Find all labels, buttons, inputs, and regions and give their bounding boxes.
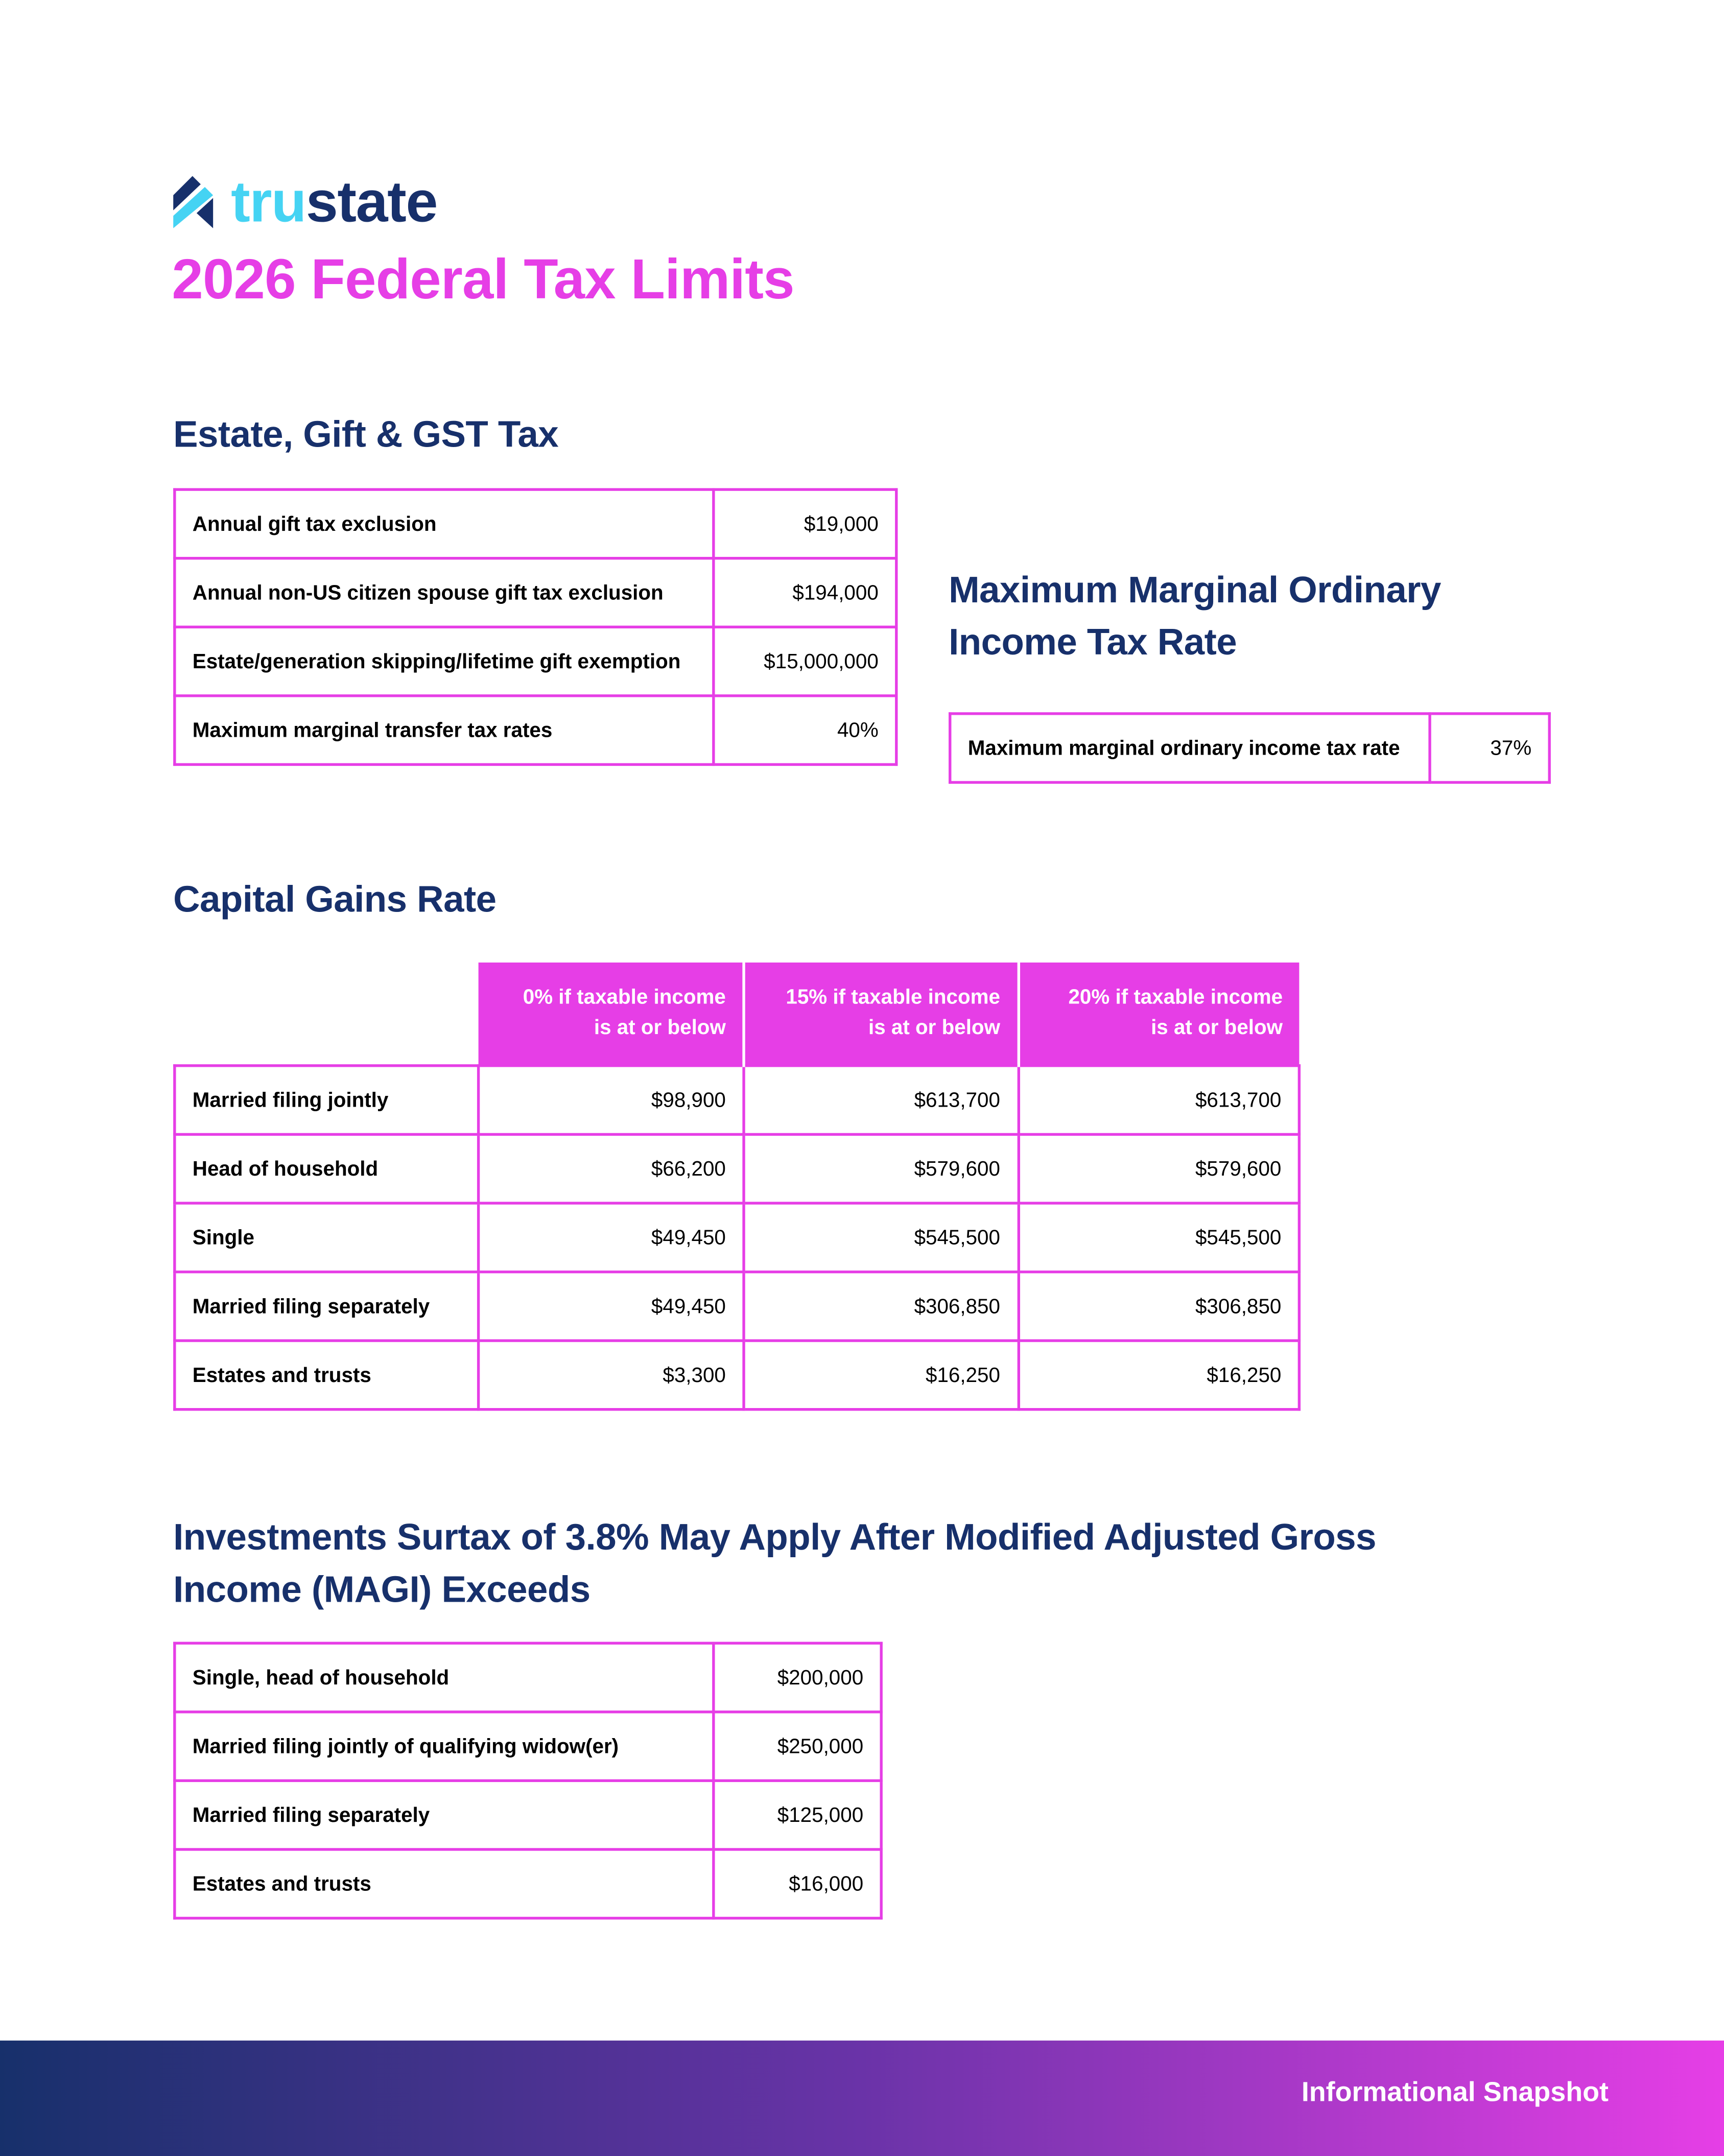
column-header-line1: 20% if taxable income xyxy=(1068,986,1283,1010)
income-heading-line2: Income Tax Rate xyxy=(949,621,1237,663)
surtax-table xyxy=(173,1642,883,1920)
row-label: Married filing separately xyxy=(175,1272,478,1341)
table-row xyxy=(175,1849,881,1918)
column-header-line1: 0% if taxable income xyxy=(523,986,726,1010)
table-row xyxy=(175,1712,881,1781)
table-row xyxy=(175,1272,1300,1341)
row-value: $545,500 xyxy=(744,1203,1018,1272)
trustate-logo xyxy=(173,169,438,234)
table-row xyxy=(175,1203,1300,1272)
capital-heading: Capital Gains Rate xyxy=(173,878,497,920)
surtax-heading-line1: Investments Surtax of 3.8% May Apply After Modified Adjusted Gross xyxy=(173,1516,1377,1558)
surtax-heading xyxy=(173,1511,1376,1616)
table-row xyxy=(175,558,896,627)
row-value: $306,850 xyxy=(1018,1272,1299,1341)
row-value: $250,000 xyxy=(714,1712,881,1781)
footer-banner xyxy=(0,2041,1724,2156)
row-label: Married filing jointly xyxy=(175,1066,478,1135)
page-title: 2026 Federal Tax Limits xyxy=(172,247,794,311)
row-label: Annual gift tax exclusion xyxy=(175,489,714,558)
row-label: Maximum marginal transfer tax rates xyxy=(175,696,714,765)
logo-text-state: state xyxy=(305,169,438,234)
row-value: $200,000 xyxy=(714,1643,881,1712)
table-row xyxy=(175,1066,1300,1135)
column-header-line2: is at or below xyxy=(1151,1016,1283,1040)
row-label: Maximum marginal ordinary income tax rate xyxy=(950,714,1430,783)
house-logo-icon xyxy=(173,176,220,228)
row-label: Head of household xyxy=(175,1134,478,1203)
row-value: $49,450 xyxy=(478,1203,744,1272)
row-value: $579,600 xyxy=(744,1134,1018,1203)
row-value: $613,700 xyxy=(1018,1066,1299,1135)
row-value: $16,000 xyxy=(714,1849,881,1918)
row-value: $579,600 xyxy=(1018,1134,1299,1203)
income-table xyxy=(949,712,1551,784)
row-label: Married filing separately xyxy=(175,1780,714,1849)
row-label: Estate/generation skipping/lifetime gift exemption xyxy=(175,627,714,696)
row-value: $16,250 xyxy=(1018,1341,1299,1410)
capital-gains-table xyxy=(173,963,1301,1411)
column-header xyxy=(1018,963,1299,1066)
row-value: 40% xyxy=(713,696,896,765)
header-empty xyxy=(175,963,478,1066)
row-value: $15,000,000 xyxy=(713,627,896,696)
row-value: $194,000 xyxy=(713,558,896,627)
surtax-heading-line2: Income (MAGI) Exceeds xyxy=(173,1568,591,1610)
row-label: Annual non-US citizen spouse gift tax exclusion xyxy=(175,558,714,627)
header-row xyxy=(175,963,1300,1066)
row-label: Single xyxy=(175,1203,478,1272)
logo-text-tru: tru xyxy=(231,169,306,234)
footer-text: Informational Snapshot xyxy=(1301,2077,1609,2108)
table-row xyxy=(175,696,896,765)
table-row xyxy=(175,1643,881,1712)
row-value: $16,250 xyxy=(744,1341,1018,1410)
row-value: $3,300 xyxy=(478,1341,744,1410)
table-row xyxy=(175,1134,1300,1203)
row-label: Estates and trusts xyxy=(175,1341,478,1410)
income-heading xyxy=(949,564,1441,668)
row-label: Single, head of household xyxy=(175,1643,714,1712)
table-row xyxy=(175,1341,1300,1410)
row-value: 37% xyxy=(1430,714,1549,783)
column-header xyxy=(744,963,1018,1066)
row-value: $613,700 xyxy=(744,1066,1018,1135)
table-row xyxy=(175,627,896,696)
row-value: $66,200 xyxy=(478,1134,744,1203)
row-value: $49,450 xyxy=(478,1272,744,1341)
estate-heading: Estate, Gift & GST Tax xyxy=(173,414,559,455)
row-value: $125,000 xyxy=(714,1780,881,1849)
row-value: $306,850 xyxy=(744,1272,1018,1341)
row-value: $19,000 xyxy=(713,489,896,558)
row-label: Estates and trusts xyxy=(175,1849,714,1918)
column-header-line2: is at or below xyxy=(594,1016,726,1040)
estate-table xyxy=(173,488,898,766)
column-header xyxy=(478,963,744,1066)
table-row xyxy=(175,489,896,558)
income-heading-line1: Maximum Marginal Ordinary xyxy=(949,569,1441,611)
table-row xyxy=(175,1780,881,1849)
column-header-line2: is at or below xyxy=(868,1016,1000,1040)
column-header-line1: 15% if taxable income xyxy=(786,986,1000,1010)
row-value: $98,900 xyxy=(478,1066,744,1135)
row-label: Married filing jointly of qualifying widow(er) xyxy=(175,1712,714,1781)
row-value: $545,500 xyxy=(1018,1203,1299,1272)
table-row xyxy=(950,714,1549,783)
